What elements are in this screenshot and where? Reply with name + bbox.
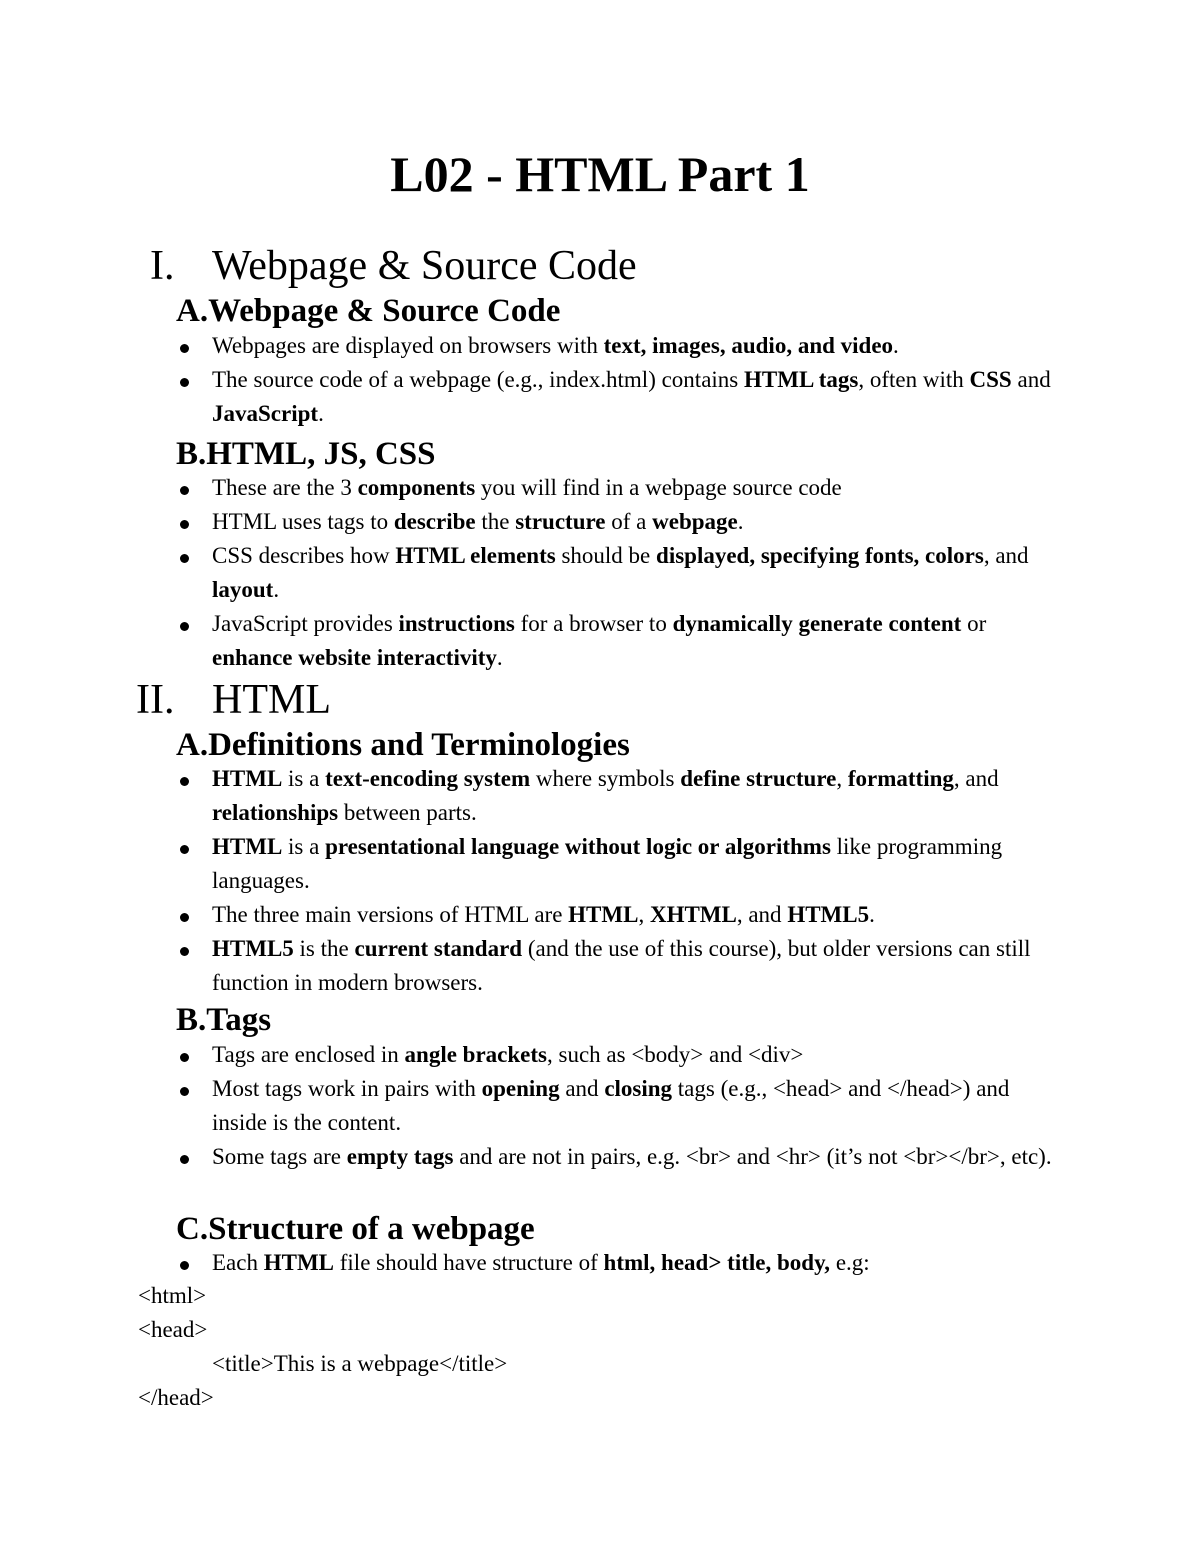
bold-text: current standard: [354, 936, 523, 961]
bullet-list-tags: [176, 1038, 1066, 1174]
bold-text: define structure: [680, 766, 837, 791]
bold-text: CSS: [969, 367, 1012, 392]
page-title: L02 - HTML Part 1: [390, 146, 810, 202]
text: The three main versions of HTML are: [212, 902, 569, 927]
subsection-number: C.: [176, 1211, 209, 1247]
bullet-dot-icon: [180, 777, 189, 786]
section-number: I.: [150, 243, 175, 289]
text: .: [273, 577, 280, 602]
text: .: [737, 509, 744, 534]
bullet-dot-icon: [180, 344, 189, 353]
text: the: [475, 509, 516, 534]
text: like programming languages.: [212, 834, 1003, 893]
bold-text: relationships: [212, 800, 339, 825]
text: (and the use of this course), but older versions can still function in modern browsers.: [212, 936, 1031, 995]
bold-text: empty tags: [346, 1144, 454, 1169]
bullet-item: [176, 762, 1066, 830]
text: Webpages are displayed on browsers with: [212, 333, 604, 358]
subsection-heading-definitions: [176, 725, 630, 765]
text: and: [559, 1076, 605, 1101]
text: between parts.: [338, 800, 477, 825]
text: where symbols: [530, 766, 681, 791]
text: for a browser to: [514, 611, 673, 636]
text: Most tags work in pairs with: [212, 1076, 482, 1101]
bullet-item: [176, 1140, 1066, 1174]
bullet-dot-icon: [180, 520, 189, 529]
code-line: <head>: [138, 1317, 208, 1342]
text: HTML uses tags to: [212, 509, 394, 534]
bullet-item: [176, 607, 1066, 675]
bold-text: closing: [604, 1076, 673, 1101]
bullet-dot-icon: [180, 1261, 189, 1270]
text: JavaScript provides: [212, 611, 399, 636]
bold-text: HTML elements: [395, 543, 556, 568]
text: tags (e.g., <head> and </head>) and inside is the content.: [212, 1076, 1010, 1135]
bold-text: HTML5: [212, 936, 294, 961]
text: , often with: [858, 367, 970, 392]
bold-text: webpage: [652, 509, 738, 534]
section-label: HTML: [212, 677, 331, 723]
bullet-dot-icon: [180, 554, 189, 563]
section-number: II.: [136, 677, 175, 723]
section-heading-webpage-source: [150, 240, 637, 292]
bold-text: components: [357, 475, 476, 500]
bullet-dot-icon: [180, 1053, 189, 1062]
bullet-dot-icon: [180, 622, 189, 631]
text: is a: [282, 834, 326, 859]
subsection-label: Structure of a webpage: [208, 1211, 535, 1247]
text: file should have structure of: [334, 1250, 604, 1275]
bold-text: opening: [481, 1076, 560, 1101]
section-heading-html: [136, 674, 331, 726]
subsection-heading-structure: [176, 1209, 535, 1249]
subsection-number: B.: [176, 1002, 207, 1038]
subsection-heading-webpage-source: [176, 291, 560, 331]
bold-text: HTML5: [787, 902, 870, 927]
subsection-label: Tags: [206, 1002, 272, 1038]
bullet-item: [176, 1072, 1066, 1140]
text: and are not in pairs, e.g. <br> and <hr> (it’s not <br></br>, etc).: [453, 1144, 1052, 1169]
bullet-item: [176, 363, 1066, 431]
text: .: [496, 645, 503, 670]
bullet-dot-icon: [180, 845, 189, 854]
bold-text: html, head> title, body,: [603, 1250, 831, 1275]
subsection-label: HTML, JS, CSS: [206, 436, 436, 472]
text: of a: [605, 509, 653, 534]
subsection-heading-tags: [176, 1000, 271, 1040]
bullet-item: [176, 932, 1066, 1000]
bullet-dot-icon: [180, 947, 189, 956]
bullet-dot-icon: [180, 1087, 189, 1096]
text: The source code of a webpage (e.g., index.html) contains: [212, 367, 744, 392]
text: Each: [212, 1250, 264, 1275]
bullet-list-webpage-source: [176, 329, 1066, 431]
bold-text: presentational language without logic or algorithms: [325, 834, 831, 859]
text: .: [318, 401, 324, 426]
bullet-item: [176, 898, 1066, 932]
text: CSS describes how: [212, 543, 396, 568]
bold-text: HTML tags: [744, 367, 859, 392]
text: , such as <body> and <div>: [547, 1042, 804, 1067]
subsection-number: B.: [176, 436, 207, 472]
text: Some tags are: [212, 1144, 347, 1169]
text: should be: [555, 543, 657, 568]
text: e.g:: [830, 1250, 870, 1275]
text: or: [961, 611, 987, 636]
bullet-item: [176, 1038, 1066, 1072]
bullet-list-html-js-css: [176, 471, 1066, 675]
bold-text: HTML: [263, 1250, 334, 1275]
bullet-dot-icon: [180, 486, 189, 495]
bold-text: angle brackets: [404, 1042, 548, 1067]
bold-text: JavaScript: [212, 401, 319, 426]
subsection-label: Definitions and Terminologies: [208, 727, 630, 763]
text: , and: [953, 766, 999, 791]
bold-text: HTML: [212, 766, 283, 791]
code-line: <html>: [138, 1283, 207, 1308]
subsection-number: A.: [176, 727, 209, 763]
bold-text: HTML: [568, 902, 639, 927]
bullet-dot-icon: [180, 378, 189, 387]
text: .: [893, 333, 899, 358]
text: These are the 3: [212, 475, 358, 500]
bullet-item: [176, 471, 1066, 505]
bullet-item: [176, 329, 1066, 363]
bullet-list-definitions: [176, 762, 1066, 1000]
subsection-label: Webpage & Source Code: [208, 293, 561, 329]
bold-text: text-encoding system: [325, 766, 531, 791]
code-line: </head>: [138, 1385, 214, 1410]
text: you will find in a webpage source code: [475, 475, 842, 500]
bullet-dot-icon: [180, 1155, 189, 1164]
bold-text: displayed, specifying fonts, colors: [656, 543, 984, 568]
bullet-item: [176, 505, 1066, 539]
bullet-item: [176, 1246, 1066, 1280]
text: is a: [282, 766, 326, 791]
subsection-number: A.: [176, 293, 209, 329]
bold-text: enhance website interactivity: [212, 645, 497, 670]
text: Tags are enclosed in: [212, 1042, 405, 1067]
text: and: [1011, 367, 1051, 392]
bold-text: layout: [212, 577, 274, 602]
bullet-dot-icon: [180, 913, 189, 922]
text: ,: [836, 766, 848, 791]
bold-text: instructions: [398, 611, 515, 636]
text: , and: [983, 543, 1029, 568]
text: .: [869, 902, 875, 927]
bullet-item: [176, 830, 1066, 898]
bullet-list-structure: [176, 1246, 1066, 1280]
bold-text: XHTML: [649, 902, 737, 927]
bold-text: text, images, audio, and video: [603, 333, 894, 358]
bold-text: structure: [515, 509, 606, 534]
bold-text: HTML: [212, 834, 283, 859]
section-label: Webpage & Source Code: [212, 243, 637, 289]
subsection-heading-html-js-css: [176, 434, 436, 474]
text: , and: [736, 902, 788, 927]
text: ,: [638, 902, 650, 927]
bullet-item: [176, 539, 1066, 607]
bold-text: describe: [393, 509, 476, 534]
bold-text: formatting: [847, 766, 954, 791]
code-line: <title>This is a webpage</title>: [212, 1351, 508, 1376]
bold-text: dynamically generate content: [672, 611, 962, 636]
text: is the: [293, 936, 355, 961]
